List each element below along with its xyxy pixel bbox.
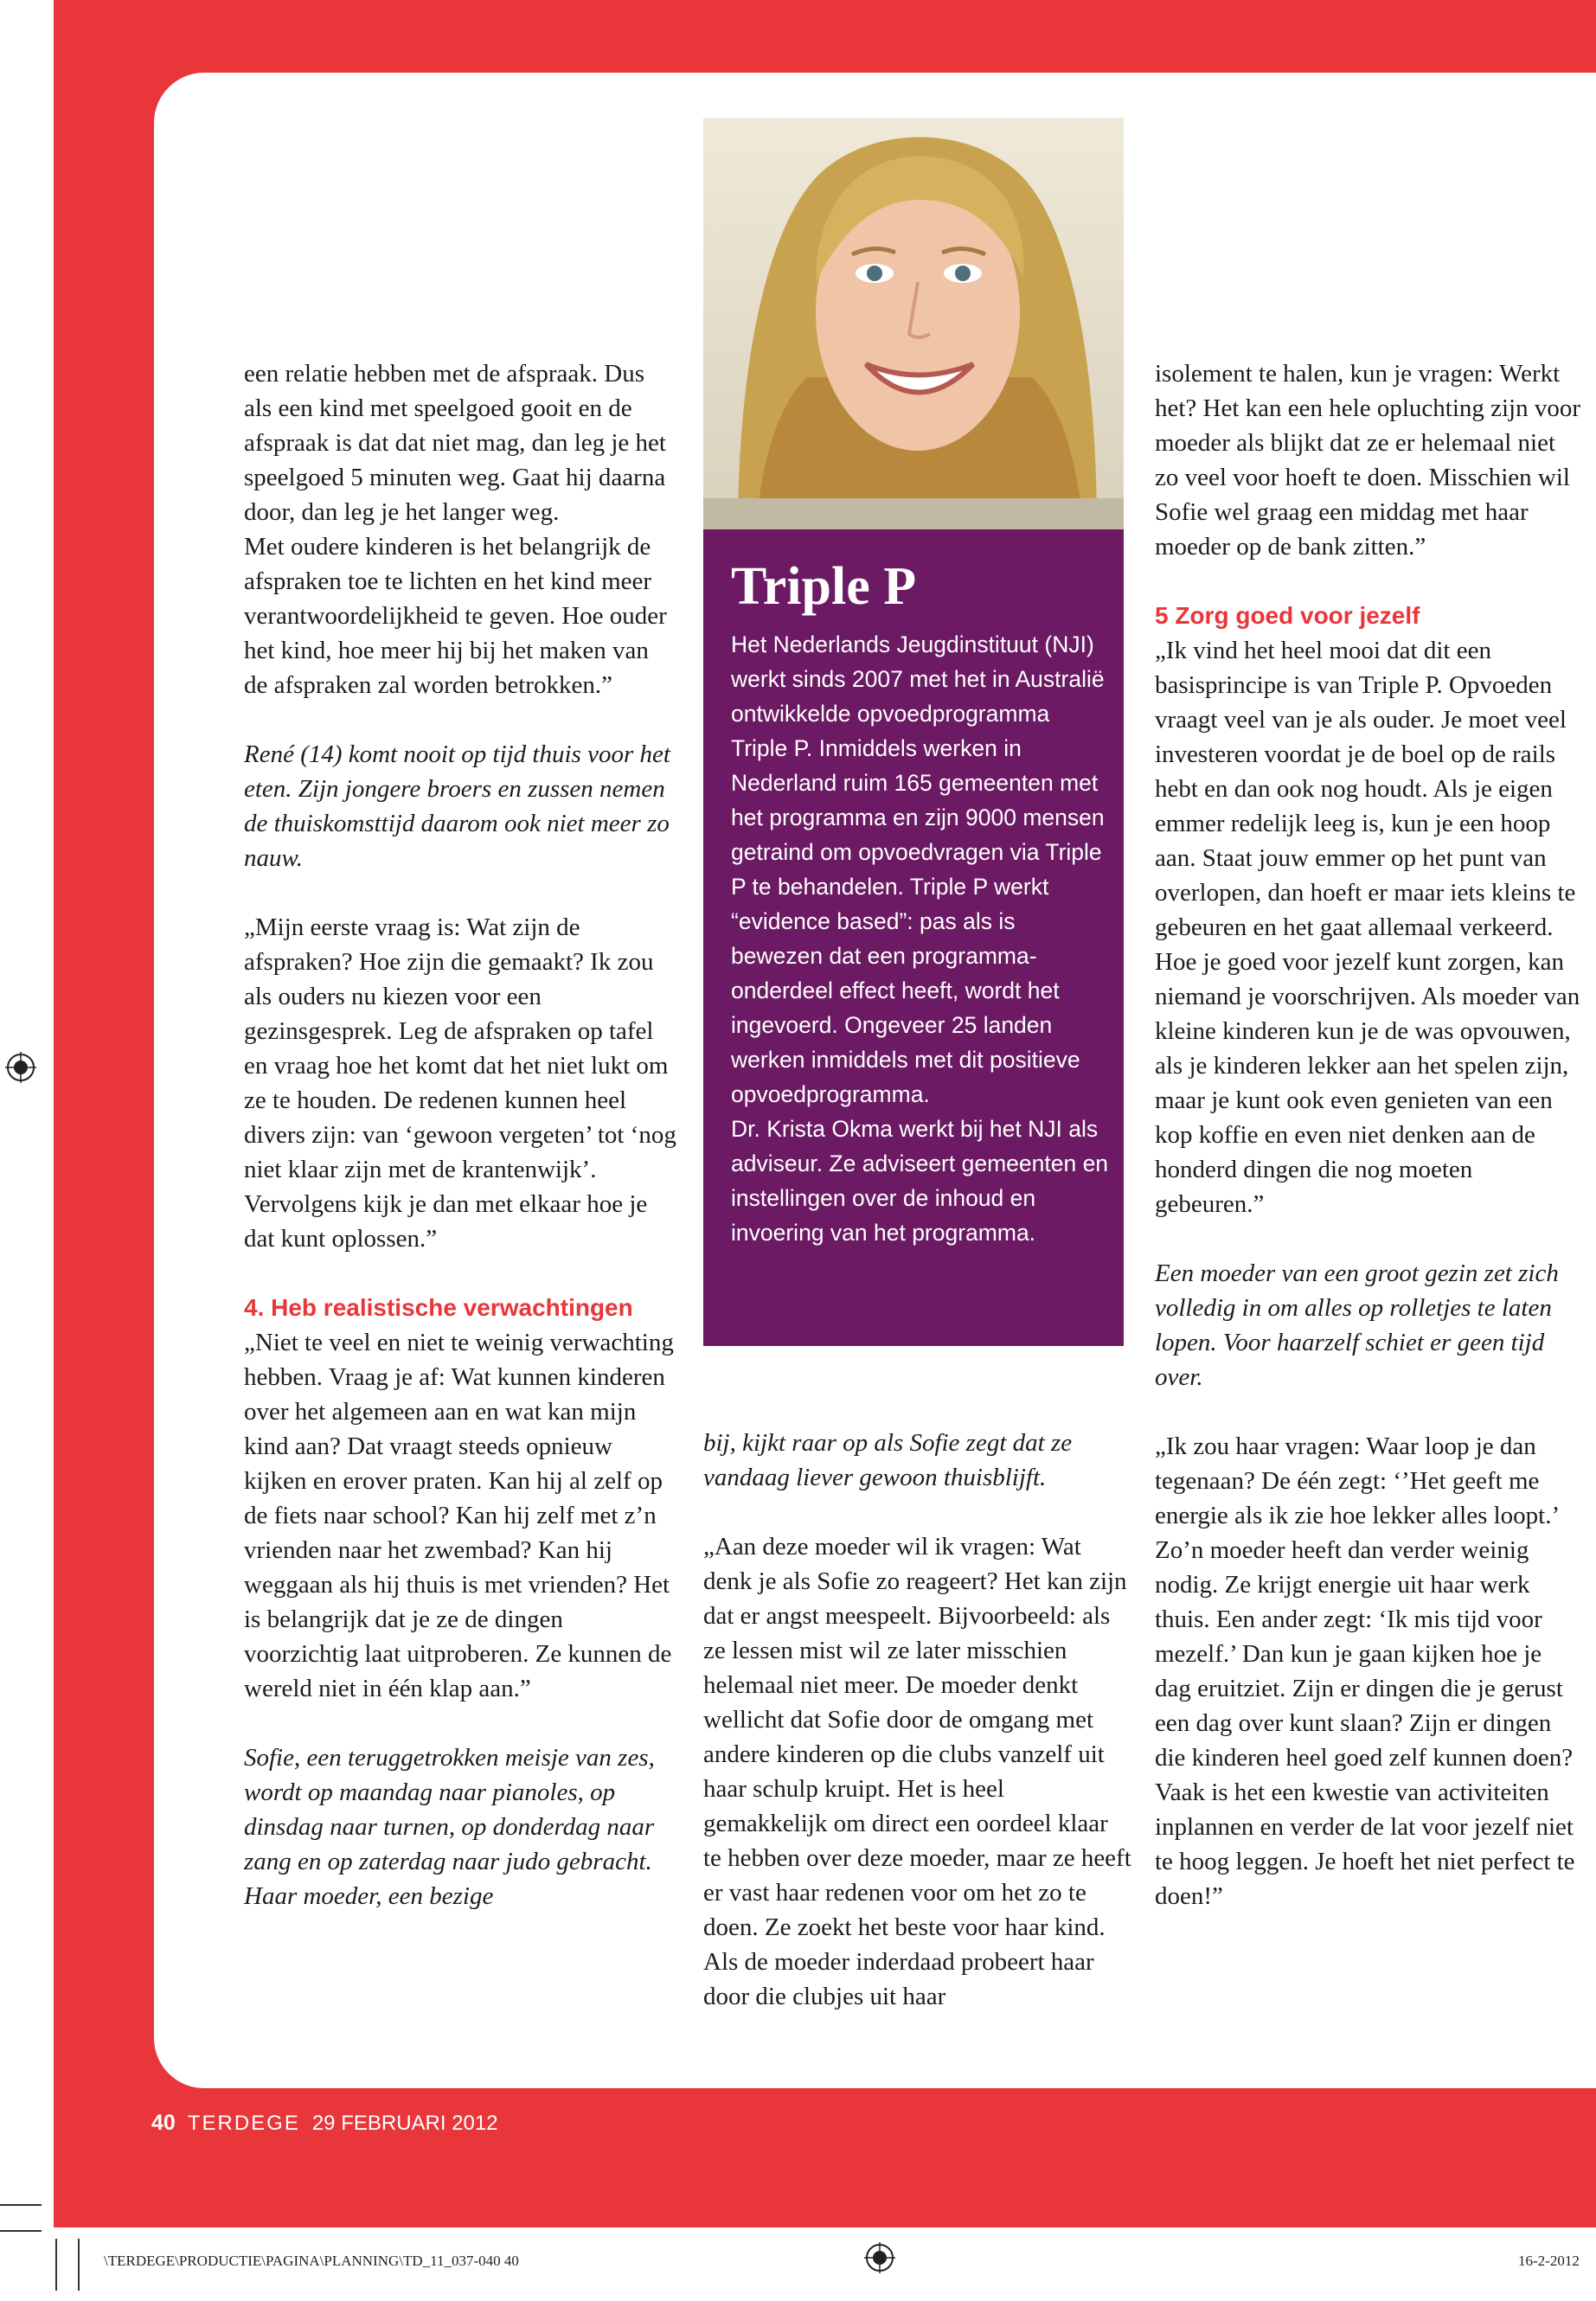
case-intro-paragraph: Sofie, een teruggetrokken meisje van zes, wordt op maandag naar pianoles, op dinsdag naar turnen, op donderdag naar zang en op zaterdag naar judo gebracht. Haar moeder, een bezige [244, 1744, 655, 1910]
subheading-realistic-expectations: 4. Heb realistische verwachtingen [244, 1294, 633, 1321]
page-footer [151, 2106, 498, 2141]
case-intro-paragraph: Een moeder van een groot gezin zet zich volledig in om alles op rolletjes te laten lopen. Voor haarzelf schiet er geen tijd over. [1155, 1259, 1559, 1391]
article-column-3 [1155, 356, 1583, 1913]
portrait-photo [703, 118, 1124, 529]
body-paragraph: isolement te halen, kun je vragen: Werkt het? Het kan een hele opluchting zijn voor moeder als blijkt dat ze er helemaal niet zo veel voor hoeft te doen. Misschien wil Sofie wel graag een middag met haar moeder op de bank zitten.” [1155, 360, 1581, 561]
print-slug-date: 16-2-2012 [1518, 2253, 1580, 2269]
infobox-body [731, 627, 1112, 1250]
body-paragraph: Met oudere kinderen is het belangrijk de afspraken toe te lichten en het kind meer verantwoordelijkheid te geven. Hoe ouder het kind, hoe meer hij bij het maken van de afspraken zal worden betrokken.” [244, 533, 667, 699]
infobox-title: Triple P [731, 557, 917, 616]
crop-mark [0, 2204, 42, 2206]
subheading-self-care: 5 Zorg goed voor jezelf [1155, 602, 1420, 629]
crop-mark [55, 2239, 57, 2291]
triple-p-infobox [703, 529, 1124, 1346]
infobox-paragraph: Het Nederlands Jeugdinstituut (NJI) werkt sinds 2007 met het in Australië ontwikkelde opvoedprogramma Triple P. Inmiddels werken in Nederland ruim 165 gemeenten met het programma en zijn 9000 mensen getraind om opvoedvragen via Triple P te behandelen. Triple P werkt “evidence based”: pas als is bewezen dat een programma-onderdeel effect heeft, wordt het ingevoerd. Ongeveer 25 landen werken inmiddels met dit positieve opvoedprogramma. [731, 631, 1105, 1107]
body-paragraph: een relatie hebben met de afspraak. Dus als een kind met speelgoed gooit en de afspraak is dat dat niet mag, dan leg je het speelgoed 5 minuten weg. Gaat hij daarna door, dan leg je het langer weg. [244, 360, 666, 526]
body-paragraph: „Ik zou haar vragen: Waar loop je dan tegenaan? De één zegt: ‘’Het geeft me energie als ik zie hoe lekker alles loopt.’ Zo’n moeder heeft dan verder weinig nodig. Ze krijgt energie uit haar werk thuis. Een ander zegt: ‘Ik mis tijd voor mezelf.’ Dan kun je gaan kijken hoe je dag eruitziet. Zijn er dingen die je gerust een dag over kunt slaan? Zijn er dingen die kinderen heel goed zelf kunnen doen? Vaak is het een kwestie van activiteiten inplannen en verder de lat voor jezelf niet te hoog leggen. Je hoeft het niet perfect te doen!” [1155, 1433, 1575, 1910]
body-paragraph: „Ik vind het heel mooi dat dit een basisprincipe is van Triple P. Opvoeden vraagt veel van je als ouder. Je moet veel investeren voordat je de boel op de rails hebt en dan ook nog houdt. Als je eigen emmer redelijk leeg is, kun je een hoop aan. Staat jouw emmer op het punt van overlopen, dan hoeft er maar iets kleins te gebeuren en het gaat allemaal verkeerd. Hoe je goed voor jezelf kunt zorgen, kan niemand je voorschrijven. Als moeder van kleine kinderen kun je de was opvouwen, als je kinderen lekker aan het spelen zijn, maar je kunt ook even genieten van een kop koffie en even niet denken aan de honderd dingen die nog moeten gebeuren.” [1155, 637, 1580, 1218]
page-number: 40 [151, 2111, 176, 2135]
crop-mark [0, 2230, 42, 2232]
body-paragraph: „Niet te veel en niet te weinig verwachting hebben. Vraag je af: Wat kunnen kinderen over het algemeen aan en wat kan mijn kind aan? Dat vraagt steeds opnieuw kijken en erover praten. Kan hij al zelf op de fiets naar school? Kan hij zelf met z’n vrienden naar het zwembad? Kan hij weggaan als hij thuis is met vrienden? Het is belangrijk dat je ze de dingen voorzichtig laat uitproberen. Ze kunnen de wereld niet in één klap aan.” [244, 1329, 674, 1702]
article-column-1 [244, 356, 676, 1913]
magazine-name: TERDEGE [187, 2112, 300, 2135]
crop-mark [78, 2239, 80, 2291]
issue-date: 29 FEBRUARI 2012 [311, 2112, 498, 2135]
article-column-2 [703, 1426, 1131, 2014]
case-intro-paragraph: René (14) komt nooit op tijd thuis voor het eten. Zijn jongere broers en zussen nemen de thuiskomsttijd daarom ook niet meer zo nauw. [244, 740, 670, 872]
case-intro-paragraph: bij, kijkt raar op als Sofie zegt dat ze vandaag liever gewoon thuisblijft. [703, 1429, 1073, 1491]
body-paragraph: „Mijn eerste vraag is: Wat zijn de afspraken? Hoe zijn die gemaakt? Ik zou als ouders nu kiezen voor een gezinsgesprek. Leg de afspraken op tafel en vraag hoe het komt dat het niet lukt om ze te houden. De redenen kunnen heel divers zijn: van ‘gewoon vergeten’ tot ‘nog niet klaar zijn met de krantenwijk’. Vervolgens kijk je dan met elkaar hoe je dat kunt oplossen.” [244, 913, 676, 1253]
registration-mark-icon [864, 2242, 895, 2273]
print-slug-path: \TERDEGE\PRODUCTIE\PAGINA\PLANNING\TD_11_037-040 40 [104, 2253, 519, 2269]
infobox-paragraph: Dr. Krista Okma werkt bij het NJI als adviseur. Ze adviseert gemeenten en instellingen over de inhoud en invoering van het programma. [731, 1116, 1109, 1246]
registration-mark-icon [5, 1052, 36, 1083]
body-paragraph: „Aan deze moeder wil ik vragen: Wat denk je als Sofie zo reageert? Het kan zijn dat er angst meespeelt. Bijvoorbeeld: als ze lessen mist wil ze later misschien helemaal niet meer. De moeder denkt wellicht dat Sofie door de omgang met andere kinderen op die clubs vanzelf uit haar schulp kruipt. Het is heel gemakkelijk om direct een oordeel klaar te hebben over deze moeder, maar ze heeft er vast haar redenen voor om het zo te doen. Ze zoekt het beste voor haar kind. Als de moeder inderdaad probeert haar door die clubjes uit haar [703, 1533, 1131, 2010]
